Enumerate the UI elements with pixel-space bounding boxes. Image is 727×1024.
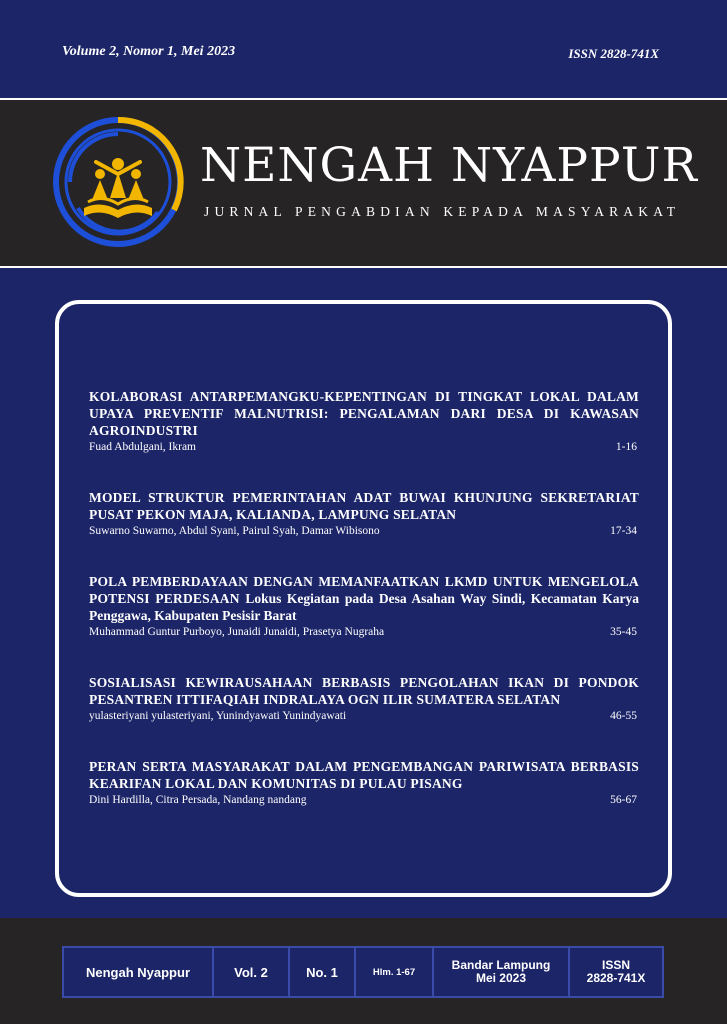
article-title: SOSIALISASI KEWIRAUSAHAAN BERBASIS PENGOLAHAN IKAN DI PONDOK PESANTREN ITTIFAQIAH INDRALAYA OGN ILIR SUMATERA SELATAN (89, 675, 639, 707)
article-authors: yulasteriyani yulasteriyani, Yunindyawati Yunindyawati (89, 710, 347, 722)
footer-volume: Vol. 2 (214, 948, 290, 996)
article-authors: Fuad Abdulgani, Ikram (89, 441, 196, 453)
article-title: PERAN SERTA MASYARAKAT DALAM PENGEMBANGAN PARIWISATA BERBASIS KEARIFAN LOKAL DAN KOMUNITAS DI PULAU PISANG (89, 759, 639, 791)
article-pages: 35-45 (610, 626, 637, 638)
footer-issn-label: ISSN (601, 958, 630, 972)
journal-logo-icon (48, 112, 188, 252)
article-pages: 46-55 (610, 710, 637, 722)
footer-journal: Nengah Nyappur (64, 948, 214, 996)
footer-place: Bandar Lampung (451, 958, 551, 972)
article-authors: Muhammad Guntur Purboyo, Junaidi Junaidi, Prasetya Nugraha (89, 626, 385, 638)
article-3[interactable] (89, 573, 639, 638)
volume-info: Volume 2, Nomor 1, Mei 2023 (62, 44, 236, 59)
footer-issn (570, 948, 662, 996)
article-2[interactable] (89, 489, 639, 537)
article-5[interactable] (89, 758, 639, 806)
article-4[interactable] (89, 674, 639, 722)
journal-name: NENGAH NYAPPUR (200, 138, 698, 193)
footer-issn-value: 2828-741X (586, 971, 646, 985)
article-authors: Dini Hardilla, Citra Persada, Nandang nandang (89, 794, 307, 806)
article-authors: Suwarno Suwarno, Abdul Syani, Pairul Syah, Damar Wibisono (89, 525, 380, 537)
article-pages: 56-67 (610, 794, 637, 806)
issn-header: ISSN 2828-741X (568, 46, 659, 61)
journal-subtitle: JURNAL PENGABDIAN KEPADA MASYARAKAT (204, 204, 681, 219)
footer-pages: Hlm. 1-67 (356, 948, 434, 996)
article-title: MODEL STRUKTUR PEMERINTAHAN ADAT BUWAI KHUNJUNG SEKRETARIAT PUSAT PEKON MAJA, KALIANDA, LAMPUNG SELATAN (89, 490, 639, 522)
footer-date: Mei 2023 (475, 971, 527, 985)
article-pages: 17-34 (610, 525, 637, 537)
footer-info-table (62, 946, 664, 998)
article-title-sub: Lokus Kegiatan pada Desa Asahan Way Sindi, Kecamatan Karya Penggawa, Kabupaten Pesisir Barat (89, 591, 639, 623)
article-title: KOLABORASI ANTARPEMANGKU-KEPENTINGAN DI TINGKAT LOKAL DALAM UPAYA PREVENTIF MALNUTRISI: PENGALAMAN DARI DESA DI KAWASAN AGROINDUSTRI (89, 389, 639, 438)
article-pages: 1-16 (615, 441, 637, 453)
article-title (89, 573, 639, 624)
footer-number: No. 1 (290, 948, 356, 996)
article-title-main: POLA PEMBERDAYAAN DENGAN MEMANFAATKAN LKMD UNTUK MENGELOLA POTENSI PERDESAAN (89, 574, 639, 606)
footer-place-date (434, 948, 570, 996)
article-1[interactable] (89, 388, 639, 453)
